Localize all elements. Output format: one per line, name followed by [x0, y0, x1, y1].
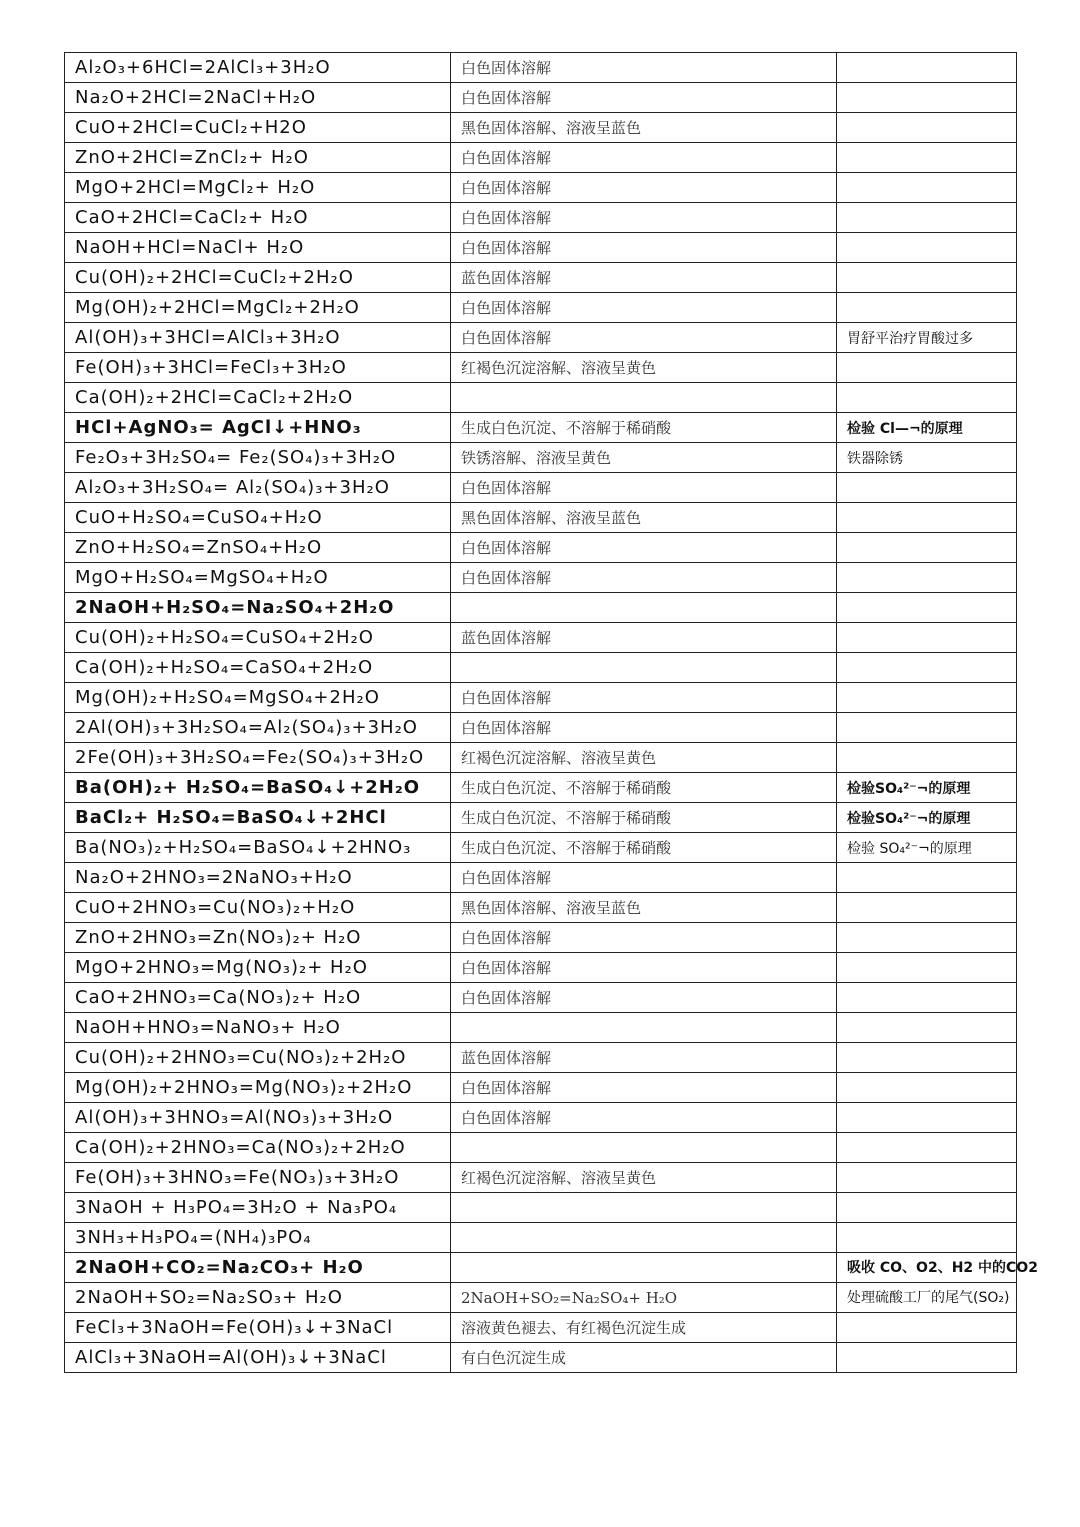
table-row	[65, 713, 1017, 743]
observation-cell	[451, 1193, 837, 1223]
equation-cell: 3NaOH + H₃PO₄=3H₂O + Na₃PO₄	[65, 1193, 451, 1223]
equation-cell: Al₂O₃+3H₂SO₄= Al₂(SO₄)₃+3H₂O	[65, 473, 451, 503]
table-row	[65, 1313, 1017, 1343]
observation-cell: 生成白色沉淀、不溶解于稀硝酸	[451, 773, 837, 803]
table-row	[65, 383, 1017, 413]
observation-cell: 蓝色固体溶解	[451, 623, 837, 653]
equation-cell: Ca(OH)₂+2HCl=CaCl₂+2H₂O	[65, 383, 451, 413]
equation-cell: CuO+2HNO₃=Cu(NO₃)₂+H₂O	[65, 893, 451, 923]
observation-cell	[451, 1223, 837, 1253]
observation-cell	[451, 1253, 837, 1283]
note-cell	[837, 593, 1017, 623]
table-row	[65, 683, 1017, 713]
note-cell	[837, 383, 1017, 413]
table-row	[65, 863, 1017, 893]
note-cell	[837, 1313, 1017, 1343]
equation-cell: Ba(OH)₂+ H₂SO₄=BaSO₄↓+2H₂O	[65, 773, 451, 803]
observation-cell: 黑色固体溶解、溶液呈蓝色	[451, 893, 837, 923]
observation-cell: 黑色固体溶解、溶液呈蓝色	[451, 113, 837, 143]
observation-cell: 白色固体溶解	[451, 473, 837, 503]
observation-cell: 白色固体溶解	[451, 233, 837, 263]
note-cell: 检验 SO₄²⁻¬的原理	[837, 833, 1017, 863]
equation-cell: CuO+H₂SO₄=CuSO₄+H₂O	[65, 503, 451, 533]
observation-cell: 白色固体溶解	[451, 173, 837, 203]
observation-cell	[451, 383, 837, 413]
table-row	[65, 773, 1017, 803]
note-cell	[837, 953, 1017, 983]
observation-cell: 白色固体溶解	[451, 713, 837, 743]
table-row	[65, 983, 1017, 1013]
table-row	[65, 413, 1017, 443]
equation-cell: Cu(OH)₂+2HCl=CuCl₂+2H₂O	[65, 263, 451, 293]
note-cell	[837, 53, 1017, 83]
observation-cell: 白色固体溶解	[451, 953, 837, 983]
equation-cell: BaCl₂+ H₂SO₄=BaSO₄↓+2HCl	[65, 803, 451, 833]
note-cell: 胃舒平治疗胃酸过多	[837, 323, 1017, 353]
equation-cell: MgO+H₂SO₄=MgSO₄+H₂O	[65, 563, 451, 593]
observation-cell: 白色固体溶解	[451, 983, 837, 1013]
table-row	[65, 653, 1017, 683]
observation-cell: 红褐色沉淀溶解、溶液呈黄色	[451, 1163, 837, 1193]
observation-cell: 白色固体溶解	[451, 533, 837, 563]
equation-cell: CaO+2HNO₃=Ca(NO₃)₂+ H₂O	[65, 983, 451, 1013]
table-row	[65, 803, 1017, 833]
equation-cell: HCl+AgNO₃= AgCl↓+HNO₃	[65, 413, 451, 443]
note-cell	[837, 1133, 1017, 1163]
table-row	[65, 1013, 1017, 1043]
equation-cell: 2NaOH+CO₂=Na₂CO₃+ H₂O	[65, 1253, 451, 1283]
table-row	[65, 923, 1017, 953]
equation-cell: Na₂O+2HCl=2NaCl+H₂O	[65, 83, 451, 113]
observation-cell: 白色固体溶解	[451, 83, 837, 113]
note-cell	[837, 1103, 1017, 1133]
observation-cell: 白色固体溶解	[451, 683, 837, 713]
equation-cell: Na₂O+2HNO₃=2NaNO₃+H₂O	[65, 863, 451, 893]
note-cell	[837, 1043, 1017, 1073]
table-row	[65, 563, 1017, 593]
observation-cell: 白色固体溶解	[451, 863, 837, 893]
equation-cell: Al(OH)₃+3HNO₃=Al(NO₃)₃+3H₂O	[65, 1103, 451, 1133]
observation-cell	[451, 1013, 837, 1043]
observation-cell: 白色固体溶解	[451, 53, 837, 83]
note-cell	[837, 623, 1017, 653]
table-row	[65, 1103, 1017, 1133]
note-cell	[837, 233, 1017, 263]
equation-cell: CaO+2HCl=CaCl₂+ H₂O	[65, 203, 451, 233]
observation-cell: 铁锈溶解、溶液呈黄色	[451, 443, 837, 473]
equation-cell: Mg(OH)₂+H₂SO₄=MgSO₄+2H₂O	[65, 683, 451, 713]
observation-cell: 白色固体溶解	[451, 293, 837, 323]
table-row	[65, 893, 1017, 923]
table-row	[65, 593, 1017, 623]
equation-cell: MgO+2HNO₃=Mg(NO₃)₂+ H₂O	[65, 953, 451, 983]
note-cell	[837, 203, 1017, 233]
note-cell	[837, 173, 1017, 203]
note-cell	[837, 743, 1017, 773]
note-cell	[837, 983, 1017, 1013]
equation-cell: Fe(OH)₃+3HCl=FeCl₃+3H₂O	[65, 353, 451, 383]
observation-cell: 白色固体溶解	[451, 1073, 837, 1103]
table-row	[65, 743, 1017, 773]
table-row	[65, 293, 1017, 323]
equation-cell: ZnO+H₂SO₄=ZnSO₄+H₂O	[65, 533, 451, 563]
table-row	[65, 1343, 1017, 1373]
note-cell: 处理硫酸工厂的尾气(SO₂)	[837, 1283, 1017, 1313]
equation-cell: NaOH+HNO₃=NaNO₃+ H₂O	[65, 1013, 451, 1043]
note-cell	[837, 533, 1017, 563]
table-row	[65, 443, 1017, 473]
table-row	[65, 1193, 1017, 1223]
equation-cell: CuO+2HCl=CuCl₂+H2O	[65, 113, 451, 143]
table-row	[65, 473, 1017, 503]
note-cell	[837, 563, 1017, 593]
table-row	[65, 83, 1017, 113]
observation-cell: 生成白色沉淀、不溶解于稀硝酸	[451, 803, 837, 833]
equation-cell: FeCl₃+3NaOH=Fe(OH)₃↓+3NaCl	[65, 1313, 451, 1343]
observation-cell: 2NaOH+SO₂=Na₂SO₄+ H₂O	[451, 1283, 837, 1313]
observation-cell: 白色固体溶解	[451, 323, 837, 353]
note-cell: 检验 Cl—¬的原理	[837, 413, 1017, 443]
note-cell	[837, 1073, 1017, 1103]
table-row	[65, 953, 1017, 983]
equation-cell: Ba(NO₃)₂+H₂SO₄=BaSO₄↓+2HNO₃	[65, 833, 451, 863]
table-row	[65, 203, 1017, 233]
table-row	[65, 1043, 1017, 1073]
table-row	[65, 233, 1017, 263]
observation-cell: 生成白色沉淀、不溶解于稀硝酸	[451, 413, 837, 443]
reaction-table-body	[65, 53, 1038, 1373]
equation-cell: Al(OH)₃+3HCl=AlCl₃+3H₂O	[65, 323, 451, 353]
note-cell	[837, 1163, 1017, 1193]
table-row	[65, 353, 1017, 383]
observation-cell: 白色固体溶解	[451, 1103, 837, 1133]
note-cell	[837, 1013, 1017, 1043]
observation-cell: 有白色沉淀生成	[451, 1343, 837, 1373]
equation-cell: Ca(OH)₂+H₂SO₄=CaSO₄+2H₂O	[65, 653, 451, 683]
note-cell	[837, 653, 1017, 683]
note-cell	[837, 473, 1017, 503]
table-row	[65, 323, 1017, 353]
note-cell	[837, 1193, 1017, 1223]
note-cell	[837, 713, 1017, 743]
equation-cell: Fe₂O₃+3H₂SO₄= Fe₂(SO₄)₃+3H₂O	[65, 443, 451, 473]
table-row	[65, 833, 1017, 863]
table-row	[65, 1073, 1017, 1103]
note-cell	[837, 83, 1017, 113]
equation-cell: Mg(OH)₂+2HNO₃=Mg(NO₃)₂+2H₂O	[65, 1073, 451, 1103]
observation-cell	[451, 593, 837, 623]
reaction-table	[64, 52, 1038, 1373]
observation-cell: 蓝色固体溶解	[451, 263, 837, 293]
note-cell	[837, 113, 1017, 143]
observation-cell	[451, 653, 837, 683]
note-cell: 检验SO₄²⁻¬的原理	[837, 803, 1017, 833]
table-row	[65, 623, 1017, 653]
table-row	[65, 503, 1017, 533]
note-cell: 检验SO₄²⁻¬的原理	[837, 773, 1017, 803]
equation-cell: Ca(OH)₂+2HNO₃=Ca(NO₃)₂+2H₂O	[65, 1133, 451, 1163]
table-row	[65, 1223, 1017, 1253]
table-row	[65, 1283, 1017, 1313]
observation-cell: 白色固体溶解	[451, 143, 837, 173]
equation-cell: 2NaOH+H₂SO₄=Na₂SO₄+2H₂O	[65, 593, 451, 623]
equation-cell: Al₂O₃+6HCl=2AlCl₃+3H₂O	[65, 53, 451, 83]
note-cell	[837, 893, 1017, 923]
equation-cell: 2NaOH+SO₂=Na₂SO₃+ H₂O	[65, 1283, 451, 1313]
note-cell	[837, 143, 1017, 173]
observation-cell: 溶液黄色褪去、有红褐色沉淀生成	[451, 1313, 837, 1343]
note-cell	[837, 863, 1017, 893]
table-row	[65, 1133, 1017, 1163]
table-row	[65, 113, 1017, 143]
equation-cell: Fe(OH)₃+3HNO₃=Fe(NO₃)₃+3H₂O	[65, 1163, 451, 1193]
observation-cell: 白色固体溶解	[451, 563, 837, 593]
table-row	[65, 1253, 1017, 1283]
equation-cell: AlCl₃+3NaOH=Al(OH)₃↓+3NaCl	[65, 1343, 451, 1373]
observation-cell: 蓝色固体溶解	[451, 1043, 837, 1073]
equation-cell: ZnO+2HCl=ZnCl₂+ H₂O	[65, 143, 451, 173]
equation-cell: Cu(OH)₂+2HNO₃=Cu(NO₃)₂+2H₂O	[65, 1043, 451, 1073]
equation-cell: 2Al(OH)₃+3H₂SO₄=Al₂(SO₄)₃+3H₂O	[65, 713, 451, 743]
note-cell	[837, 683, 1017, 713]
note-cell	[837, 293, 1017, 323]
equation-cell: MgO+2HCl=MgCl₂+ H₂O	[65, 173, 451, 203]
note-cell: 铁器除锈	[837, 443, 1017, 473]
equation-cell: NaOH+HCl=NaCl+ H₂O	[65, 233, 451, 263]
equation-cell: Cu(OH)₂+H₂SO₄=CuSO₄+2H₂O	[65, 623, 451, 653]
note-cell	[837, 503, 1017, 533]
table-row	[65, 533, 1017, 563]
note-cell: 吸收 CO、O2、H2 中的CO2	[837, 1253, 1017, 1283]
note-cell	[837, 263, 1017, 293]
equation-cell: 2Fe(OH)₃+3H₂SO₄=Fe₂(SO₄)₃+3H₂O	[65, 743, 451, 773]
observation-cell: 红褐色沉淀溶解、溶液呈黄色	[451, 743, 837, 773]
table-row	[65, 1163, 1017, 1193]
note-cell	[837, 1343, 1017, 1373]
observation-cell: 生成白色沉淀、不溶解于稀硝酸	[451, 833, 837, 863]
table-row	[65, 263, 1017, 293]
note-cell	[837, 923, 1017, 953]
equation-cell: Mg(OH)₂+2HCl=MgCl₂+2H₂O	[65, 293, 451, 323]
note-cell	[837, 353, 1017, 383]
observation-cell: 白色固体溶解	[451, 203, 837, 233]
observation-cell: 红褐色沉淀溶解、溶液呈黄色	[451, 353, 837, 383]
equation-cell: 3NH₃+H₃PO₄=(NH₄)₃PO₄	[65, 1223, 451, 1253]
table-row	[65, 173, 1017, 203]
observation-cell	[451, 1133, 837, 1163]
table-row	[65, 143, 1017, 173]
note-cell	[837, 1223, 1017, 1253]
equation-cell: ZnO+2HNO₃=Zn(NO₃)₂+ H₂O	[65, 923, 451, 953]
observation-cell: 白色固体溶解	[451, 923, 837, 953]
table-row	[65, 53, 1017, 83]
observation-cell: 黑色固体溶解、溶液呈蓝色	[451, 503, 837, 533]
